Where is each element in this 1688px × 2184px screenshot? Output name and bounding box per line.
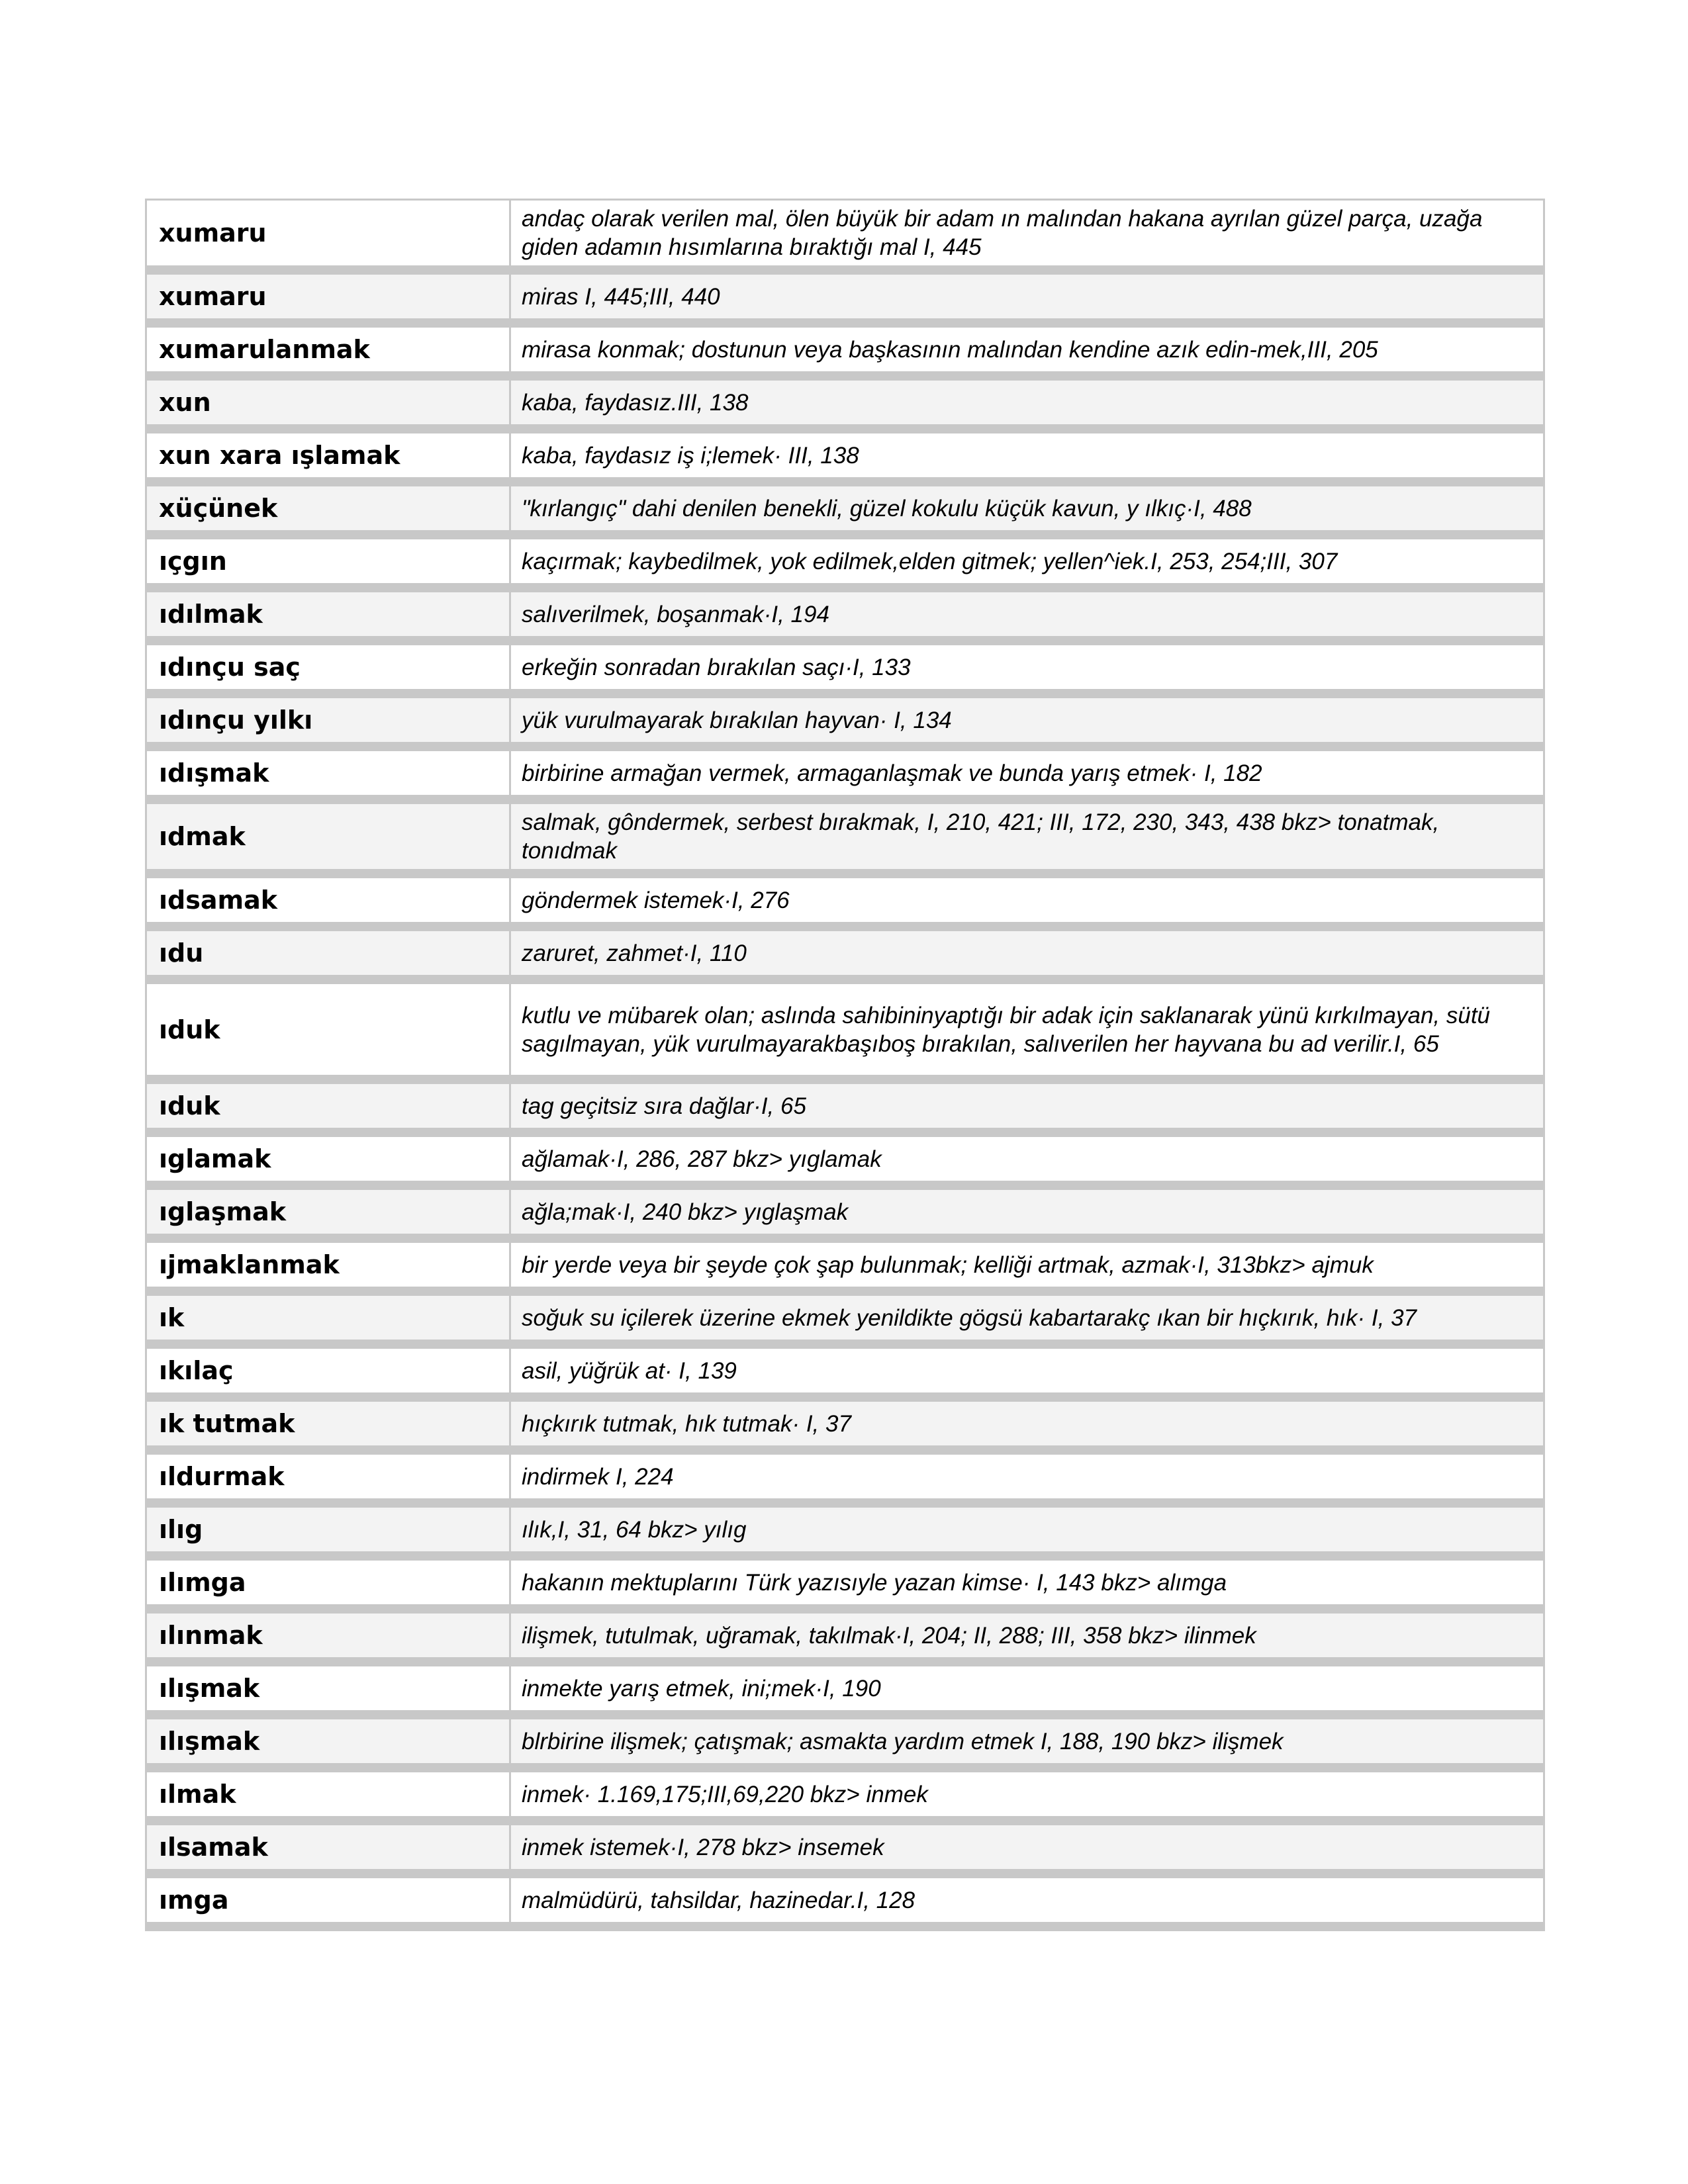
entry-term: ıdılmak [146, 588, 510, 641]
entry-term: xun xara ışlamak [146, 429, 510, 482]
entry-term: ıkılaç [146, 1344, 510, 1397]
dictionary-row [146, 1662, 1544, 1715]
dictionary-row [146, 1821, 1544, 1874]
entry-definition: inmek istemek·I, 278 bkz> insemek [510, 1821, 1544, 1874]
entry-definition: hakanın mektuplarını Türk yazısıyle yazan kimse· I, 143 bkz> alımga [510, 1556, 1544, 1609]
entry-definition: "kırlangıç" dahi denilen benekli, güzel kokulu küçük kavun, y ılkıç·I, 488 [510, 482, 1544, 535]
entry-term: xumarulanmak [146, 323, 510, 376]
entry-definition: ağla;mak·I, 240 bkz> yıglaşmak [510, 1185, 1544, 1238]
dictionary-body [146, 200, 1544, 1927]
entry-term: ıjmaklanmak [146, 1238, 510, 1291]
entry-term: ıçgın [146, 535, 510, 588]
entry-definition: ağlamak·I, 286, 287 bkz> yıglamak [510, 1132, 1544, 1185]
entry-term: ıglamak [146, 1132, 510, 1185]
dictionary-row [146, 200, 1544, 271]
dictionary-row [146, 1185, 1544, 1238]
entry-term: ıglaşmak [146, 1185, 510, 1238]
dictionary-row [146, 1132, 1544, 1185]
entry-definition: kaba, faydasız.III, 138 [510, 376, 1544, 429]
entry-term: ılıg [146, 1503, 510, 1556]
dictionary-row [146, 694, 1544, 747]
entry-definition: mirasa konmak; dostunun veya başkasının malından kendine azık edin-mek,III, 205 [510, 323, 1544, 376]
dictionary-row [146, 1768, 1544, 1821]
entry-definition: malmüdürü, tahsildar, hazinedar.I, 128 [510, 1874, 1544, 1927]
entry-term: ımga [146, 1874, 510, 1927]
entry-term: ılsamak [146, 1821, 510, 1874]
entry-term: ıduk [146, 1079, 510, 1132]
entry-term: ıdmak [146, 799, 510, 874]
entry-definition: inmek· 1.169,175;III,69,220 bkz> inmek [510, 1768, 1544, 1821]
entry-term: ılmak [146, 1768, 510, 1821]
entry-definition: indirmek I, 224 [510, 1450, 1544, 1503]
entry-term: ıduk [146, 979, 510, 1079]
dictionary-row [146, 1715, 1544, 1768]
dictionary-row [146, 1556, 1544, 1609]
entry-term: ık tutmak [146, 1397, 510, 1450]
dictionary-row [146, 979, 1544, 1079]
entry-definition: zaruret, zahmet·I, 110 [510, 927, 1544, 979]
entry-term: xun [146, 376, 510, 429]
dictionary-row [146, 1609, 1544, 1662]
entry-definition: hıçkırık tutmak, hık tutmak· I, 37 [510, 1397, 1544, 1450]
entry-definition: kutlu ve mübarek olan; aslında sahibininyaptığı bir adak için saklanarak yünü kırkılmayan, sütü sagılmayan, yük vurulmayarakbaşıboş bırakılan, salıverilen her hayvana bu ad verilir.I, 65 [510, 979, 1544, 1079]
dictionary-row [146, 927, 1544, 979]
dictionary-row [146, 588, 1544, 641]
entry-term: ıdınçu yılkı [146, 694, 510, 747]
entry-definition: salmak, gôndermek, serbest bırakmak, I, 210, 421; III, 172, 230, 343, 438 bkz> tonatmak, tonıdmak [510, 799, 1544, 874]
entry-definition: yük vurulmayarak bırakılan hayvan· I, 134 [510, 694, 1544, 747]
dictionary-row [146, 1238, 1544, 1291]
entry-term: xumaru [146, 270, 510, 323]
dictionary-row [146, 1344, 1544, 1397]
entry-definition: bir yerde veya bir şeyde çok şap bulunmak; kelliği artmak, azmak·I, 313bkz> ajmuk [510, 1238, 1544, 1291]
dictionary-row [146, 535, 1544, 588]
entry-term: ıdışmak [146, 747, 510, 799]
entry-term: ıdsamak [146, 874, 510, 927]
dictionary-row [146, 1079, 1544, 1132]
entry-term: xüçünek [146, 482, 510, 535]
dictionary-row [146, 1450, 1544, 1503]
entry-term: ık [146, 1291, 510, 1344]
dictionary-row [146, 1503, 1544, 1556]
entry-definition: soğuk su içilerek üzerine ekmek yenildikte gögsü kabartarakç ıkan bir hıçkırık, hık· I, 37 [510, 1291, 1544, 1344]
entry-definition: ılık,I, 31, 64 bkz> yılıg [510, 1503, 1544, 1556]
dictionary-row [146, 323, 1544, 376]
entry-term: ıldurmak [146, 1450, 510, 1503]
entry-definition: tag geçitsiz sıra dağlar·I, 65 [510, 1079, 1544, 1132]
entry-definition: birbirine armağan vermek, armaganlaşmak ve bunda yarış etmek· I, 182 [510, 747, 1544, 799]
dictionary-row [146, 747, 1544, 799]
entry-definition: ilişmek, tutulmak, uğramak, takılmak·I, 204; II, 288; III, 358 bkz> ilinmek [510, 1609, 1544, 1662]
entry-definition: erkeğin sonradan bırakılan saçı·I, 133 [510, 641, 1544, 694]
entry-definition: göndermek istemek·I, 276 [510, 874, 1544, 927]
entry-definition: miras I, 445;III, 440 [510, 270, 1544, 323]
entry-term: ıdınçu saç [146, 641, 510, 694]
entry-definition: inmekte yarış etmek, ini;mek·I, 190 [510, 1662, 1544, 1715]
dictionary-row [146, 641, 1544, 694]
dictionary-row [146, 874, 1544, 927]
entry-term: ılımga [146, 1556, 510, 1609]
dictionary-row [146, 799, 1544, 874]
dictionary-row [146, 429, 1544, 482]
dictionary-row [146, 1397, 1544, 1450]
entry-term: ılışmak [146, 1662, 510, 1715]
entry-term: xumaru [146, 200, 510, 271]
entry-definition: blrbirine ilişmek; çatışmak; asmakta yardım etmek I, 188, 190 bkz> ilişmek [510, 1715, 1544, 1768]
entry-definition: kaçırmak; kaybedilmek, yok edilmek,elden gitmek; yellen^iek.I, 253, 254;III, 307 [510, 535, 1544, 588]
entry-definition: salıverilmek, boşanmak·I, 194 [510, 588, 1544, 641]
dictionary-row [146, 482, 1544, 535]
dictionary-table [145, 199, 1545, 1931]
dictionary-row [146, 1291, 1544, 1344]
dictionary-row [146, 1874, 1544, 1927]
entry-definition: asil, yüğrük at· I, 139 [510, 1344, 1544, 1397]
entry-term: ılınmak [146, 1609, 510, 1662]
dictionary-row [146, 376, 1544, 429]
entry-term: ılışmak [146, 1715, 510, 1768]
entry-term: ıdu [146, 927, 510, 979]
dictionary-row [146, 270, 1544, 323]
entry-definition: kaba, faydasız iş i;lemek· III, 138 [510, 429, 1544, 482]
entry-definition: andaç olarak verilen mal, ölen büyük bir adam ın malından hakana ayrılan güzel parça, uzağa giden adamın hısımlarına bıraktığı mal I, 445 [510, 200, 1544, 271]
